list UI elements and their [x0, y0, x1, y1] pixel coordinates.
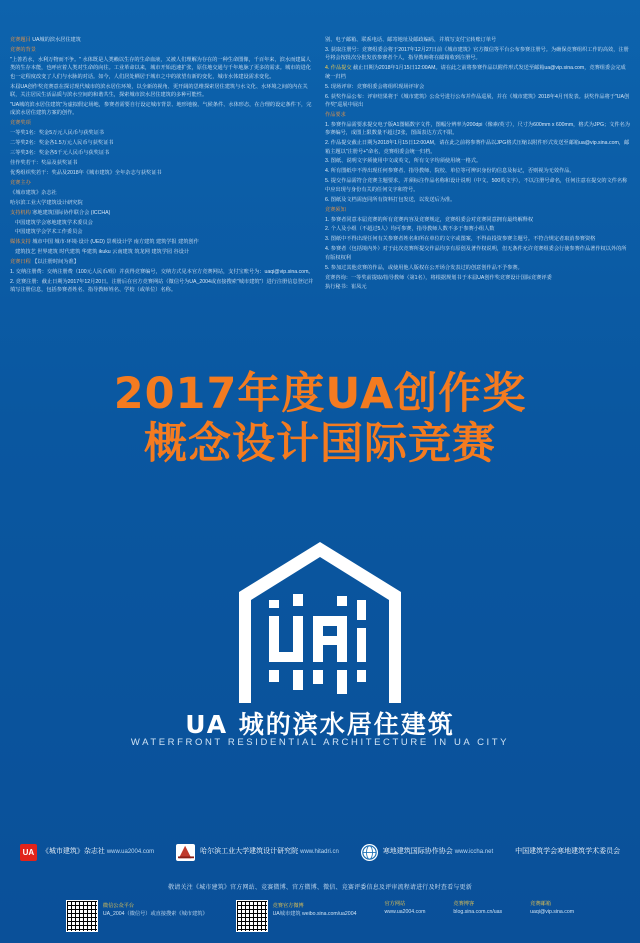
- organizer-item[interactable]: [361, 844, 493, 861]
- hit-logo-icon: [176, 844, 195, 861]
- brief-line: 佳作奖若干：奖品及获奖证书: [10, 159, 78, 166]
- organizer-name: 哈尔滨工业大学建筑设计研究院: [200, 847, 299, 855]
- qr-code-icon: [66, 900, 98, 932]
- brief-line: 3. 获取注册号：竞赛组委会将于2017年12月27日前《城市建筑》官方微信等平台公布参赛注册号。为确保竞赛组织工作的高效，注册号将会按批次分批发放参赛者个人，指导教师将在邮箱收到注册号。: [325, 46, 629, 62]
- brief-line: 中国建筑学会学术工作委员会: [15, 229, 83, 236]
- brief-line: 优秀组织奖若干：奖品及2018年《城市建筑》全年杂志与获奖证书: [10, 169, 162, 176]
- brief-line: 4. 作品提交 截止日期为2018年1月15日12:00AM。请在此之前将参赛作品以附件形式发送至邮箱ua@vip.sina.com，竞赛组委会完成统一归档: [325, 65, 626, 80]
- support-note: 敬请关注《城市建筑》官方网站、竞赛微博、官方微博、微信、竞赛评委信息及评审流程请进行及时查看与更新: [168, 885, 472, 891]
- brief-line: 本届UA创作奖竞赛意在探讨现代城市的滨水居住环境，以全新的视角、更开阔的思维探索居住建筑与水文化、水环境之间的内在关联，关注居民生活品质与滨水空间的和谐共生，探索城市滨水居住建筑的多种可能性。: [10, 83, 308, 99]
- organizer-text: [200, 847, 339, 857]
- organizer-name: 中国建筑学会寒地建筑学术委员会: [515, 847, 621, 855]
- organizer-item[interactable]: [176, 844, 339, 861]
- brief-line: 2. 作品提交截止日期为2018年1月15日12:00AM，请在此之前将参赛作品以JPG格式压缩以附件形式发送至邮箱ua@vip.sina.com，邮箱主题以"注册号+"命名，竞赛组委会统一归档。: [325, 140, 630, 155]
- organizer-text: [383, 847, 493, 857]
- contact-text: uaqi@vip.sina.com: [530, 909, 575, 916]
- brief-line: 媒体支持 城市中国 城市·环境·设计 (UED) 景观设计学 南方建筑 建筑学报 建筑创作: [10, 239, 199, 246]
- qr-code-icon: [236, 900, 268, 932]
- qr-caption: [103, 900, 208, 918]
- brief-line: 竞赛题目 UA城的滨水居住建筑: [10, 37, 81, 43]
- brief-line: 1. 参赛作品需要求提交电子版A1图幅数字文件，图幅分辨率为200dpi（像素/英寸），尺寸为600mm x 600mm，格式为JPG；文件名为参赛编号，成图上限数量不超过2张，图面表达方式不限。: [325, 121, 630, 137]
- brief-right-column: [325, 36, 630, 336]
- qr-caption: [273, 900, 357, 918]
- brief-line: 竞赛主办: [10, 179, 31, 186]
- brief-line: 支持机构 寒地建筑国际协作联合会 (ICCHA): [10, 209, 111, 216]
- brief-line: 竞赛的背景: [10, 46, 36, 53]
- contact-row: [0, 900, 640, 943]
- organizer-item[interactable]: [515, 847, 620, 857]
- organizer-text: [42, 847, 154, 857]
- contact-website[interactable]: [384, 900, 425, 916]
- brief-line: 1. 交纳注册费：交纳注册费（100元人民币/组）并获得竞赛编号，交纳方式见本官方竞赛网站，支付宝账号为：uaqi@vip.sina.com。: [10, 269, 314, 276]
- brief-line: 4. 参赛者（包括境内外）对于此次竞赛所提交作品均享有原创及著作权说明，但无条件允许竞赛组委会行使参赛作品著作权以外的所有版权权利: [325, 246, 627, 261]
- brief-line: 竞赛咨询：一等奖前提取/指导教师（第1名），将根据规划书于本届UA创作奖竞赛设计国际竞赛评委: [325, 274, 552, 281]
- contact-title: 官方网站: [384, 901, 406, 907]
- brief-line: 三等奖3名：奖金各5千元人民币与获奖证书: [10, 150, 110, 157]
- brief-line: 建筑技艺 世界建筑 时代建筑 华建筑 ikuku 云南建筑 筑龙网 建筑学园 谷设计: [15, 249, 190, 256]
- organizer-url: www.hitadri.cn: [300, 848, 339, 855]
- brief-line: "上善若水，水利万物而不争。" 水体既是人类赖以生存的生命血液，又被人们理解为存在的一种生命图像，千百年来，滨水而建属人类的生存本能，也呼应着人类对生命的向往。工业革命以来，城市开始迅速扩张，原住地交通与千年地脉了更多的需求。城市的进化也一定程度改变了人们与水脉的对话。如今，人们居处栖居于城市之中的欲望有新的变化，城市水体建设需求变化。: [10, 56, 311, 80]
- brief-line: 哈尔滨工业大学建筑设计研究院: [10, 199, 83, 206]
- brief-line: 1. 参赛者同意本届竞赛的所有竞赛内容及竞赛规定，竞赛组委会对竞赛同意拥有最终解释权: [325, 216, 534, 223]
- brief-line: 别、电子邮箱、联系电话、邮寄地址及邮政编码，并填写支付宝转账订单号: [325, 37, 497, 43]
- organizer-name: 寒地建筑国际协作协会: [382, 847, 453, 855]
- qr-text: UA_2004（微信号）或直接搜索《城市建筑》: [102, 911, 208, 918]
- contact-email[interactable]: [530, 900, 574, 916]
- brief-line: 6. 图纸及文档需连同所有资料打包发送，以发送后为准。: [325, 196, 456, 203]
- brief-line: 《城市建筑》杂志社: [10, 189, 57, 196]
- title-line-1: 2017年度UA创作奖: [113, 369, 527, 419]
- contact-title: 竞赛邮箱: [530, 901, 551, 907]
- magazine-logo-icon: UA: [20, 844, 37, 861]
- brief-left-column: [10, 36, 315, 336]
- brief-line: 一等奖1名：奖金5万元人民币与获奖证书: [10, 130, 104, 137]
- poster-title: [0, 370, 640, 468]
- organizer-item[interactable]: [20, 844, 154, 861]
- brief-line: 作品要求: [325, 111, 346, 118]
- qr-weibo[interactable]: [236, 900, 357, 932]
- ua-building-logo: [235, 540, 405, 705]
- title-line-2: 概念设计国际竞赛: [144, 419, 496, 470]
- organizer-name: 《城市建筑》杂志社: [41, 847, 105, 855]
- contact-text: www.ua2004.com: [384, 909, 426, 916]
- brief-line: 2. 竞赛注册：截止日期为2017年12月20日。注册后在官方竞赛网站（微信号为UA_2004或直接搜索"城市建筑"）进行注册信息登记并填写注册信息，包括参赛者姓名、指导教师姓名、学校（或单位）名称。: [10, 279, 314, 294]
- brief-line: 二等奖2名：奖金各1.5万元人民币与获奖证书: [10, 140, 114, 147]
- contact-title: 竞赛博客: [453, 901, 475, 907]
- brief-line: 执行秘书：崔凤元: [325, 284, 367, 291]
- qr-title: 微信公众平台: [102, 903, 135, 909]
- contact-text: blog.sina.com.cn/uas: [453, 909, 503, 916]
- qr-title: 竞赛官方微博: [272, 903, 304, 909]
- brief-line: 5. 提交作品需符合竞赛主题要求，并须标注作品名称和设计说明（中文、500英文字），不以注册号命名，任何注意在提交的文件名称中应出现与身份有关的任何文字和符号。: [325, 178, 628, 193]
- brief-line: 6. 获奖作品公布：评审结果将于《城市建筑》公众号进行公布并作品巡展，并在《城市建筑》2018年4月刊发表。获奖作品将于"UA创作奖"巡展中展出: [325, 93, 630, 108]
- subtitle-en: WATERFRONT RESIDENTIAL ARCHITECTURE IN UA CITY: [130, 737, 510, 748]
- organizer-url: www.ua2004.com: [106, 848, 155, 855]
- organizer-bar: [0, 828, 640, 876]
- brief-line: 2. 个人及小组（不超过5人）均可参赛，指导教师人数不多于参赛小组人数: [325, 226, 495, 233]
- iccha-logo-icon: [361, 844, 378, 861]
- contact-blog[interactable]: [453, 900, 502, 916]
- brief-line: 4. 所有图纸中不得出现任何参赛者、指导教师、院校、单位等可辨识身份的信息及标记，否则视为无效作品。: [325, 168, 575, 175]
- qr-text: UA城市建筑 weibo.sina.com/ua2004: [272, 911, 357, 918]
- organizer-text: [515, 847, 620, 857]
- brief-line: 中国建筑学会寒地建筑学术委员会: [15, 219, 93, 226]
- brief-line: 竞赛奖项: [10, 120, 31, 127]
- brief-line: 竞赛须知: [325, 206, 346, 213]
- competition-brief: [10, 36, 630, 336]
- subtitle-cn: UA 城的滨水居住建筑: [185, 710, 455, 739]
- brief-line: 竞赛日程 【以注册时间为准】: [10, 259, 79, 266]
- brief-line: 5. 现场评审：竞赛组委会将组织现场评审会: [325, 83, 425, 90]
- brief-line: "UA城的滨水居住建筑"为虚拟假定场地，参赛者需要自行设定城市背景、地形地貌、气候条件、水体形态，在合理的设定条件下，完成滨水居住建筑方案的创作。: [10, 101, 312, 117]
- qr-wechat[interactable]: [66, 900, 208, 932]
- brief-line: 3. 图纸中不得出现任何有关参赛者姓名和所在单位的文字或图案，不得由投资参赛主题号。不符合规定者取消参赛资格: [325, 236, 596, 243]
- organizer-url: www.iccha.net: [454, 848, 494, 855]
- brief-line: 5. 参加过其他竞赛的作品，或使用他人版权在公开场合发表过的创意创作品不予参赛。: [325, 264, 523, 271]
- brief-line: 3. 图纸、说明文字须使用中文或英文，所有文字均须使用统一格式。: [325, 158, 482, 165]
